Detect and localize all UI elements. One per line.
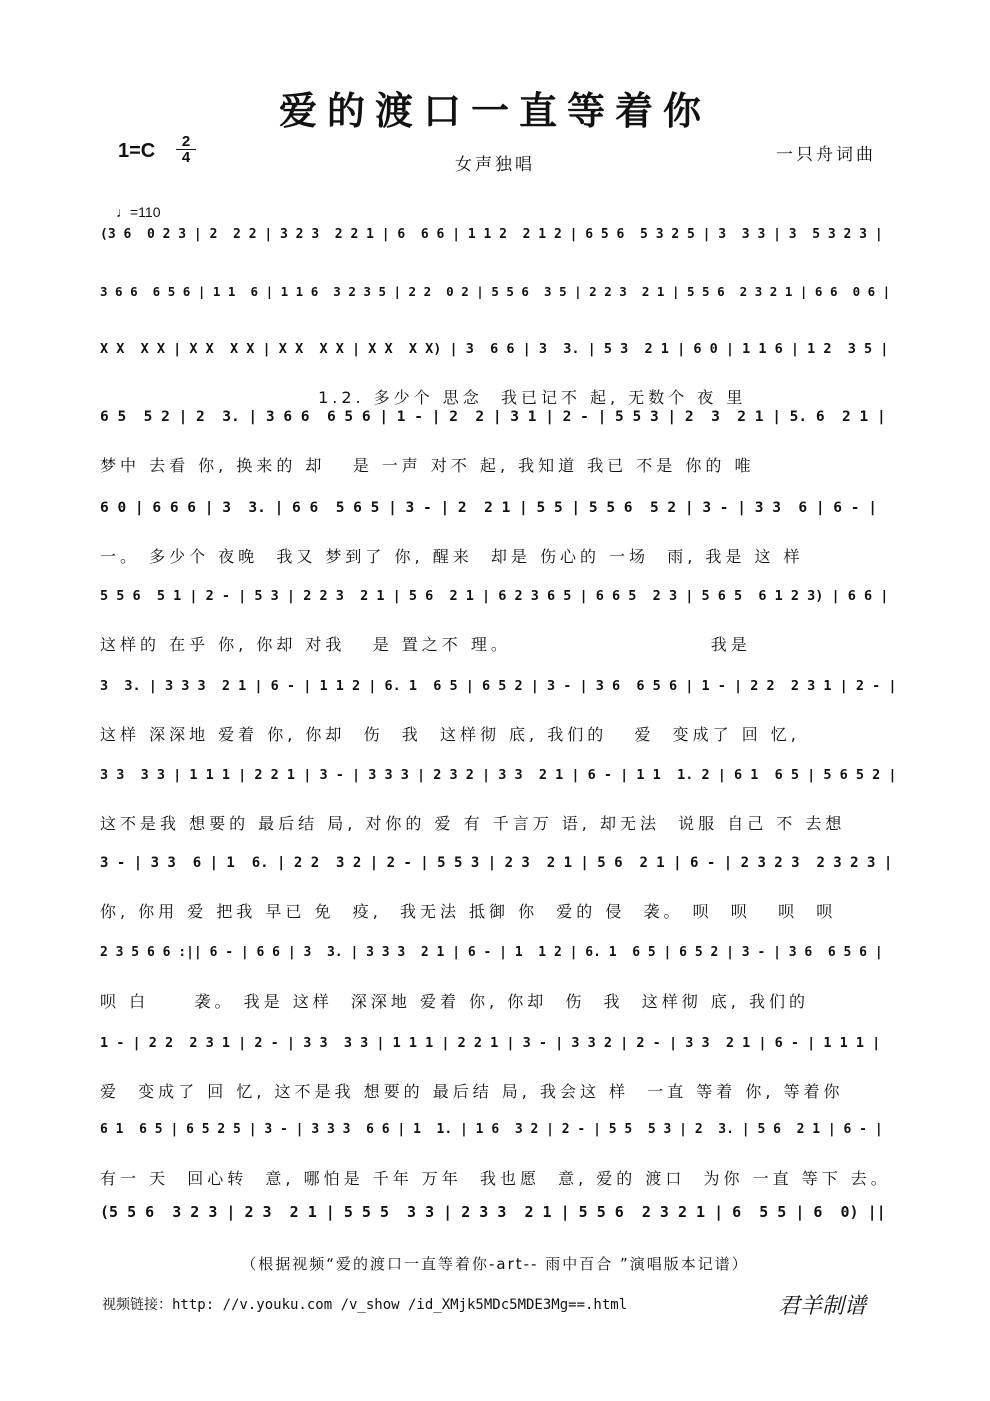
notation-line: 6 5 5 2 | 2 3. | 3 6 6 6 5 6 | 1 - | 2 2 | 3 1 | 2 - | 5 5 3 | 2 3 2 1 | 5. 6 2 1 | — [100, 409, 886, 425]
tempo-marking: ♩=110 — [116, 204, 161, 220]
notation-line: 6 1 6 5 | 6 5 2 5 | 3 - | 3 3 3 6 6 | 1 1. | 1 6 3 2 | 2 - | 5 5 5 3 | 2 3. | 5 6 2 1 | 6 - | — [100, 1122, 883, 1137]
notation-line: 2 3 5 6 6 :|| 6 - | 6 6 | 3 3. | 3 3 3 2 1 | 6 - | 1 1 2 | 6. 1 6 5 | 6 5 2 | 3 - | 3 6 6 5 6 | — [100, 945, 883, 960]
notation-line: (3 6 0 2 3 | 2 2 2 | 3 2 3 2 2 1 | 6 6 6 | 1 1 2 2 1 2 | 6 5 6 5 3 2 5 | 3 3 3 | 3 5 3 2 3 | — [100, 227, 883, 242]
video-link[interactable]: http: //v.youku.com /v_show /id_XMjk5MDc5MDE3Mg==.html — [172, 1297, 628, 1313]
notation-line: 3 3 3 3 | 1 1 1 | 2 2 1 | 3 - | 3 3 3 | 2 3 2 | 3 3 2 1 | 6 - | 1 1 1. 2 | 6 1 6 5 | 5 6 5 2 | — [100, 767, 897, 783]
lyrics-line: 一。 多少个 夜晚 我又 梦到了 你, 醒来 却是 伤心的 一场 雨, 我是 这 样 — [100, 547, 804, 566]
lyrics-line: 这样 深深地 爱着 你, 你却 伤 我 这样彻 底, 我们的 爱 变成了 回 忆, — [100, 725, 800, 744]
lyrics-line: 这样的 在乎 你, 你却 对我 是 置之不 理。 我是 — [100, 635, 751, 654]
time-signature — [176, 134, 196, 165]
voice-type: 女声独唱 — [455, 155, 535, 175]
composer-credit: 一只舟词曲 — [776, 145, 876, 165]
transcription-note: （根据视频“爱的渡口一直等着你-art-- 雨中百合 ”演唱版本记谱） — [241, 1255, 749, 1273]
key-signature: 1=C — [118, 140, 156, 162]
lyrics-line: 梦中 去看 你, 换来的 却 是 一声 对不 起, 我知道 我已 不是 你的 唯 — [100, 456, 755, 475]
video-link-line — [102, 1294, 627, 1314]
notation-line: X X X X | X X X X | X X X X | X X X X) | 3 6 6 | 3 3. | 5 3 2 1 | 6 0 | 1 1 6 | 1 2 3 5 | — [100, 341, 889, 357]
time-signature-bottom: 4 — [181, 149, 191, 166]
notation-line: 1 - | 2 2 2 3 1 | 2 - | 3 3 3 3 | 1 1 1 | 2 2 1 | 3 - | 3 3 2 | 2 - | 3 3 2 1 | 6 - | 1 1 1 | — [100, 1035, 881, 1051]
song-title: 爱的渡口一直等着你 — [278, 88, 711, 133]
lyrics-line: 1.2. 多少个 思念 我已记不 起, 无数个 夜 里 — [100, 388, 747, 407]
time-signature-top: 2 — [176, 134, 196, 150]
signature-text: 君羊制谱 — [778, 1294, 867, 1319]
lyrics-line: 你, 你用 爱 把我 早已 免 疫, 我无法 抵御 你 爱的 侵 袭。 呗 呗 呗 呗 — [100, 902, 837, 921]
notation-line: 3 3. | 3 3 3 2 1 | 6 - | 1 1 2 | 6. 1 6 5 | 6 5 2 | 3 - | 3 6 6 5 6 | 1 - | 2 2 2 3 1 | 2 - | — [100, 678, 897, 694]
lyrics-line: 有一 天 回心转 意, 哪怕是 千年 万年 我也愿 意, 爱的 渡口 为你 一直 等下 去。 — [100, 1169, 891, 1188]
notation-line: 5 5 6 5 1 | 2 - | 5 3 | 2 2 3 2 1 | 5 6 2 1 | 6 2 3 6 5 | 6 6 5 2 3 | 5 6 5 6 1 2 3) | 6 6 | — [100, 588, 889, 604]
notation-line: 3 - | 3 3 6 | 1 6. | 2 2 3 2 | 2 - | 5 5 3 | 2 3 2 1 | 5 6 2 1 | 6 - | 2 3 2 3 2 3 2 3 | — [100, 855, 893, 871]
transcriber-signature — [776, 1288, 876, 1322]
notation-line: (5 5 6 3 2 3 | 2 3 2 1 | 5 5 5 3 3 | 2 3 3 2 1 | 5 5 6 2 3 2 1 | 6 5 5 | 6 0) || — [100, 1203, 886, 1221]
lyrics-line: 这不是我 想要的 最后结 局, 对你的 爱 有 千言万 语, 却无法 说服 自己 不 去想 — [100, 814, 846, 833]
lyrics-line: 呗 白 袭。 我是 这样 深深地 爱着 你, 你却 伤 我 这样彻 底, 我们的 — [100, 992, 809, 1011]
video-link-label: 视频链接： — [102, 1297, 172, 1313]
notation-line: 3 6 6 6 5 6 | 1 1 6 | 1 1 6 3 2 3 5 | 2 2 0 2 | 5 5 6 3 5 | 2 2 3 2 1 | 5 5 6 2 3 2 1 | 6 6 0 6 | — [100, 284, 891, 299]
lyrics-line: 爱 变成了 回 忆, 这不是我 想要的 最后结 局, 我会这 样 一直 等着 你, 等着你 — [100, 1082, 844, 1101]
notation-line: 6 0 | 6 6 6 | 3 3. | 6 6 5 6 5 | 3 - | 2 2 1 | 5 5 | 5 5 6 5 2 | 3 - | 3 3 6 | 6 - | — [100, 500, 877, 516]
